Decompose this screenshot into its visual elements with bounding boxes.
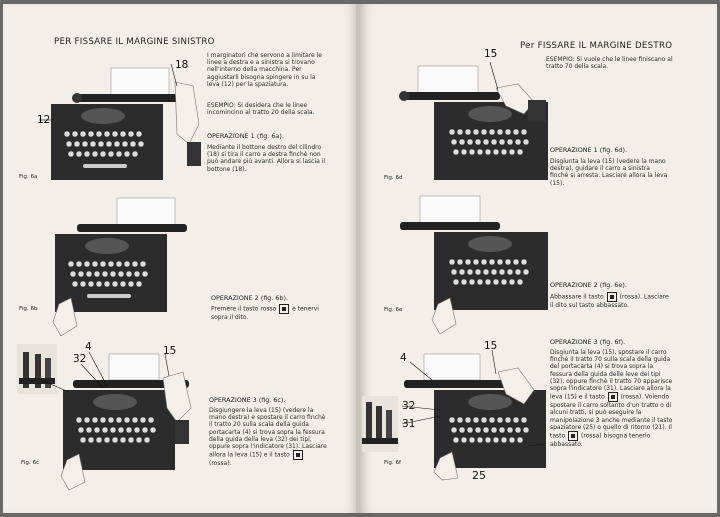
red-key-icon (279, 304, 289, 314)
callout-31-f: 31 (402, 418, 416, 430)
red-key-icon (293, 450, 303, 460)
typewriter-fig-6f (404, 350, 554, 480)
fig-6f-label: Fig. 6f (384, 460, 401, 466)
right-op2-text-a: Abbassare il tasto (550, 293, 604, 301)
typewriter-fig-6d (400, 62, 560, 182)
fig-6b-label: Fig. 6b (19, 306, 38, 312)
callout-15: 15 (163, 345, 177, 357)
right-op3-mid: (rossa). (620, 393, 644, 401)
right-op3-title: OPERAZIONE 3 (fig. 6f). (550, 338, 626, 346)
callout-25: 25 (472, 469, 486, 482)
callout-15-f: 15 (484, 340, 498, 352)
red-key-icon (608, 392, 618, 402)
right-page (360, 4, 717, 513)
left-page (3, 4, 358, 513)
left-example-text: ESEMPIO: Si desidera che le linee incomincino al tratto 20 della scala. (207, 102, 315, 117)
right-op3-text2-a: Volendo spostare il carro soltanto d'un tratto o di alcuni tratti, si può eseguire la manipolazione 3 anche mediante il tasto spaziatore (25) o quello di ritorno (21). Il tasto (550, 393, 673, 440)
callout-15-d: 15 (484, 48, 498, 60)
left-op3-body: Disgiungere la leva (15) (vedere la mano destra) e spostare il carro finchè il tratto 20 sulla scala della guida portacarta (4) si trova sopra la fessura della guida della leva (32) dei tipi, oppure sopra l'indicatore (31). Lasciare allora la leva (15) e il tasto (209, 407, 327, 459)
left-op3-end: (rossa). (209, 460, 232, 468)
right-page-title: Per FISSARE IL MARGINE DESTRO (520, 41, 673, 51)
fig-6e-label: Fig. 6e (384, 307, 403, 313)
left-op1-text: Mediante il bottone destro del cilindro (18) si tira il carro a destra finchè non può andare più avanti. Allora si lascia il bottone (18). (207, 144, 326, 173)
right-op1-title: OPERAZIONE 1 (fig. 6d). (550, 146, 627, 154)
callout-18: 18 (175, 59, 189, 71)
right-op3-text2-b: (rossa) bisogna tenerlo abbassato. (550, 432, 651, 449)
callout-12: 12 (37, 114, 51, 126)
right-op2-text (550, 292, 670, 309)
red-key-icon (568, 431, 578, 441)
left-page-title: PER FISSARE IL MARGINE SINISTRO (54, 37, 215, 47)
typewriter-fig-6e (400, 194, 560, 334)
callout-32-f: 32 (402, 400, 416, 412)
detail-inset-fig-6c (17, 344, 57, 394)
right-op2-text-b: (rossa). Lasciare il dito sul tasto abbassato. (550, 293, 669, 309)
right-op3-body: Disgiunta la leva (15), spostare il carro finchè il tratto 70 sulla scala della guida del portacarta (4) si trova sopra la fessura della guida delle leve dei tipi (32), oppure finchè il tratto 70 apparisce sopra l'indicatore (31). Lasciare allora la leva (15) e il tasto (550, 349, 673, 401)
left-op2-text (211, 304, 329, 321)
right-op2-title: OPERAZIONE 2 (fig. 6e). (550, 281, 627, 289)
left-intro-text: I marginatori che servono a limitare le linee a destra e a sinistra si trovano nell'interno della macchina. Per aggiustarli bisogna spingere in su la leva (12) per la spaziatura. (207, 52, 322, 88)
left-op3-title: OPERAZIONE 3 (fig. 6c). (209, 396, 286, 404)
fig-6d-label: Fig. 6d (384, 175, 403, 181)
typewriter-fig-6c (59, 352, 209, 492)
typewriter-fig-6b (47, 196, 207, 336)
fig-6c-label: Fig. 6c (21, 460, 40, 466)
left-op2-title: OPERAZIONE 2 (fig. 6b). (211, 294, 288, 302)
left-op3-text (209, 407, 327, 467)
callout-4: 4 (85, 341, 92, 353)
left-op2-text-b: e tenervi sopra il dito. (211, 305, 319, 321)
detail-inset-fig-6f (362, 396, 398, 452)
right-example-text: ESEMPIO: Si vuole che le linee finiscano al tratto 70 della scala. (546, 56, 673, 71)
right-op1-text: Disgiunta la leva (15) (vedere la mano destra), guidare il carro a sinistra finchè si arresta. Lasciare allora la leva (15). (550, 158, 668, 187)
callout-32: 32 (73, 353, 87, 365)
left-op1-title: OPERAZIONE 1 (fig. 6a). (207, 132, 284, 140)
left-op2-text-a: Premere il tasto rosso (211, 305, 277, 313)
typewriter-fig-6a (43, 64, 203, 184)
red-key-icon (607, 292, 617, 302)
right-op3-text (550, 349, 674, 448)
fig-6a-label: Fig. 6a (19, 174, 38, 180)
callout-4-f: 4 (400, 352, 407, 364)
